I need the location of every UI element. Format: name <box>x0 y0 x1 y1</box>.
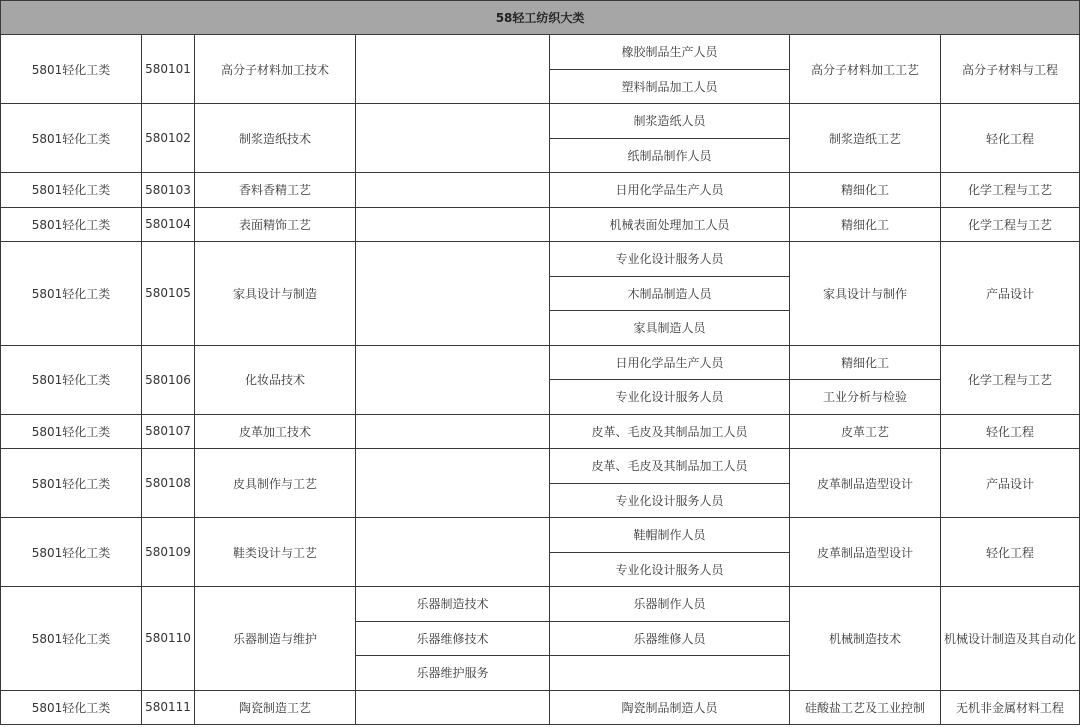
job-cell: 乐器维修人员 <box>550 621 790 656</box>
secondary-major-cell: 高分子材料加工工艺 <box>790 35 941 104</box>
sub-direction-cell <box>356 207 550 242</box>
sub-direction-cell: 乐器制造技术 <box>356 587 550 622</box>
major-cell: 陶瓷制造工艺 <box>195 690 356 725</box>
secondary-major-cell: 皮革制品造型设计 <box>790 449 941 518</box>
table-row <box>1 345 1080 380</box>
sub-direction-cell <box>356 449 550 518</box>
code-cell: 580107 <box>142 414 195 449</box>
sub-direction-cell <box>356 345 550 414</box>
code-cell: 580103 <box>142 173 195 208</box>
code-cell: 580108 <box>142 449 195 518</box>
job-cell: 专业化设计服务人员 <box>550 380 790 415</box>
sub-direction-cell <box>356 104 550 173</box>
category-cell: 5801轻化工类 <box>1 518 142 587</box>
table-row <box>1 35 1080 70</box>
table-row <box>1 414 1080 449</box>
job-cell: 家具制造人员 <box>550 311 790 346</box>
secondary-major-cell: 家具设计与制作 <box>790 242 941 346</box>
sub-direction-cell <box>356 242 550 346</box>
sub-direction-cell <box>356 173 550 208</box>
job-cell: 制浆造纸人员 <box>550 104 790 139</box>
table-row <box>1 242 1080 277</box>
code-cell: 580110 <box>142 587 195 691</box>
secondary-major-cell: 工业分析与检验 <box>790 380 941 415</box>
secondary-major-cell: 制浆造纸工艺 <box>790 104 941 173</box>
major-cell: 表面精饰工艺 <box>195 207 356 242</box>
code-cell: 580101 <box>142 35 195 104</box>
undergrad-major-cell: 化学工程与工艺 <box>941 173 1080 208</box>
category-cell: 5801轻化工类 <box>1 449 142 518</box>
major-cell: 乐器制造与维护 <box>195 587 356 691</box>
undergrad-major-cell: 轻化工程 <box>941 104 1080 173</box>
job-cell <box>550 656 790 691</box>
code-cell: 580109 <box>142 518 195 587</box>
major-cell: 制浆造纸技术 <box>195 104 356 173</box>
undergrad-major-cell: 化学工程与工艺 <box>941 345 1080 414</box>
job-cell: 乐器制作人员 <box>550 587 790 622</box>
job-cell: 皮革、毛皮及其制品加工人员 <box>550 449 790 484</box>
job-cell: 塑料制品加工人员 <box>550 69 790 104</box>
sub-direction-cell <box>356 518 550 587</box>
major-cell: 皮革加工技术 <box>195 414 356 449</box>
undergrad-major-cell: 高分子材料与工程 <box>941 35 1080 104</box>
sub-direction-cell <box>356 414 550 449</box>
table-row <box>1 104 1080 139</box>
category-cell: 5801轻化工类 <box>1 207 142 242</box>
undergrad-major-cell: 轻化工程 <box>941 518 1080 587</box>
undergrad-major-cell: 化学工程与工艺 <box>941 207 1080 242</box>
secondary-major-cell: 皮革制品造型设计 <box>790 518 941 587</box>
secondary-major-cell: 硅酸盐工艺及工业控制 <box>790 690 941 725</box>
secondary-major-cell: 精细化工 <box>790 173 941 208</box>
major-cell: 皮具制作与工艺 <box>195 449 356 518</box>
job-cell: 纸制品制作人员 <box>550 138 790 173</box>
code-cell: 580111 <box>142 690 195 725</box>
major-cell: 香料香精工艺 <box>195 173 356 208</box>
table-row <box>1 587 1080 622</box>
table-row <box>1 690 1080 725</box>
category-cell: 5801轻化工类 <box>1 104 142 173</box>
category-cell: 5801轻化工类 <box>1 35 142 104</box>
job-cell: 橡胶制品生产人员 <box>550 35 790 70</box>
header-row <box>1 1 1080 35</box>
job-cell: 专业化设计服务人员 <box>550 483 790 518</box>
category-cell: 5801轻化工类 <box>1 345 142 414</box>
category-cell: 5801轻化工类 <box>1 173 142 208</box>
category-cell: 5801轻化工类 <box>1 587 142 691</box>
table-row <box>1 449 1080 484</box>
job-cell: 皮革、毛皮及其制品加工人员 <box>550 414 790 449</box>
undergrad-major-cell: 产品设计 <box>941 242 1080 346</box>
category-cell: 5801轻化工类 <box>1 242 142 346</box>
sub-direction-cell: 乐器维护服务 <box>356 656 550 691</box>
job-cell: 日用化学品生产人员 <box>550 345 790 380</box>
undergrad-major-cell: 机械设计制造及其自动化 <box>941 587 1080 691</box>
major-cell: 鞋类设计与工艺 <box>195 518 356 587</box>
job-cell: 鞋帽制作人员 <box>550 518 790 553</box>
undergrad-major-cell: 产品设计 <box>941 449 1080 518</box>
table-row <box>1 207 1080 242</box>
job-cell: 陶瓷制品制造人员 <box>550 690 790 725</box>
sub-direction-cell <box>356 35 550 104</box>
secondary-major-cell: 机械制造技术 <box>790 587 941 691</box>
secondary-major-cell: 精细化工 <box>790 345 941 380</box>
sub-direction-cell <box>356 690 550 725</box>
secondary-major-cell: 精细化工 <box>790 207 941 242</box>
code-cell: 580106 <box>142 345 195 414</box>
major-cell: 高分子材料加工技术 <box>195 35 356 104</box>
major-cell: 化妆品技术 <box>195 345 356 414</box>
category-cell: 5801轻化工类 <box>1 690 142 725</box>
major-cell: 家具设计与制造 <box>195 242 356 346</box>
sub-direction-cell: 乐器维修技术 <box>356 621 550 656</box>
code-cell: 580105 <box>142 242 195 346</box>
table-row <box>1 173 1080 208</box>
undergrad-major-cell: 轻化工程 <box>941 414 1080 449</box>
job-cell: 机械表面处理加工人员 <box>550 207 790 242</box>
job-cell: 日用化学品生产人员 <box>550 173 790 208</box>
code-cell: 580102 <box>142 104 195 173</box>
category-cell: 5801轻化工类 <box>1 414 142 449</box>
secondary-major-cell: 皮革工艺 <box>790 414 941 449</box>
job-cell: 专业化设计服务人员 <box>550 552 790 587</box>
table-row <box>1 518 1080 553</box>
undergrad-major-cell: 无机非金属材料工程 <box>941 690 1080 725</box>
job-cell: 木制品制造人员 <box>550 276 790 311</box>
job-cell: 专业化设计服务人员 <box>550 242 790 277</box>
table-title: 58轻工纺织大类 <box>1 1 1080 35</box>
code-cell: 580104 <box>142 207 195 242</box>
